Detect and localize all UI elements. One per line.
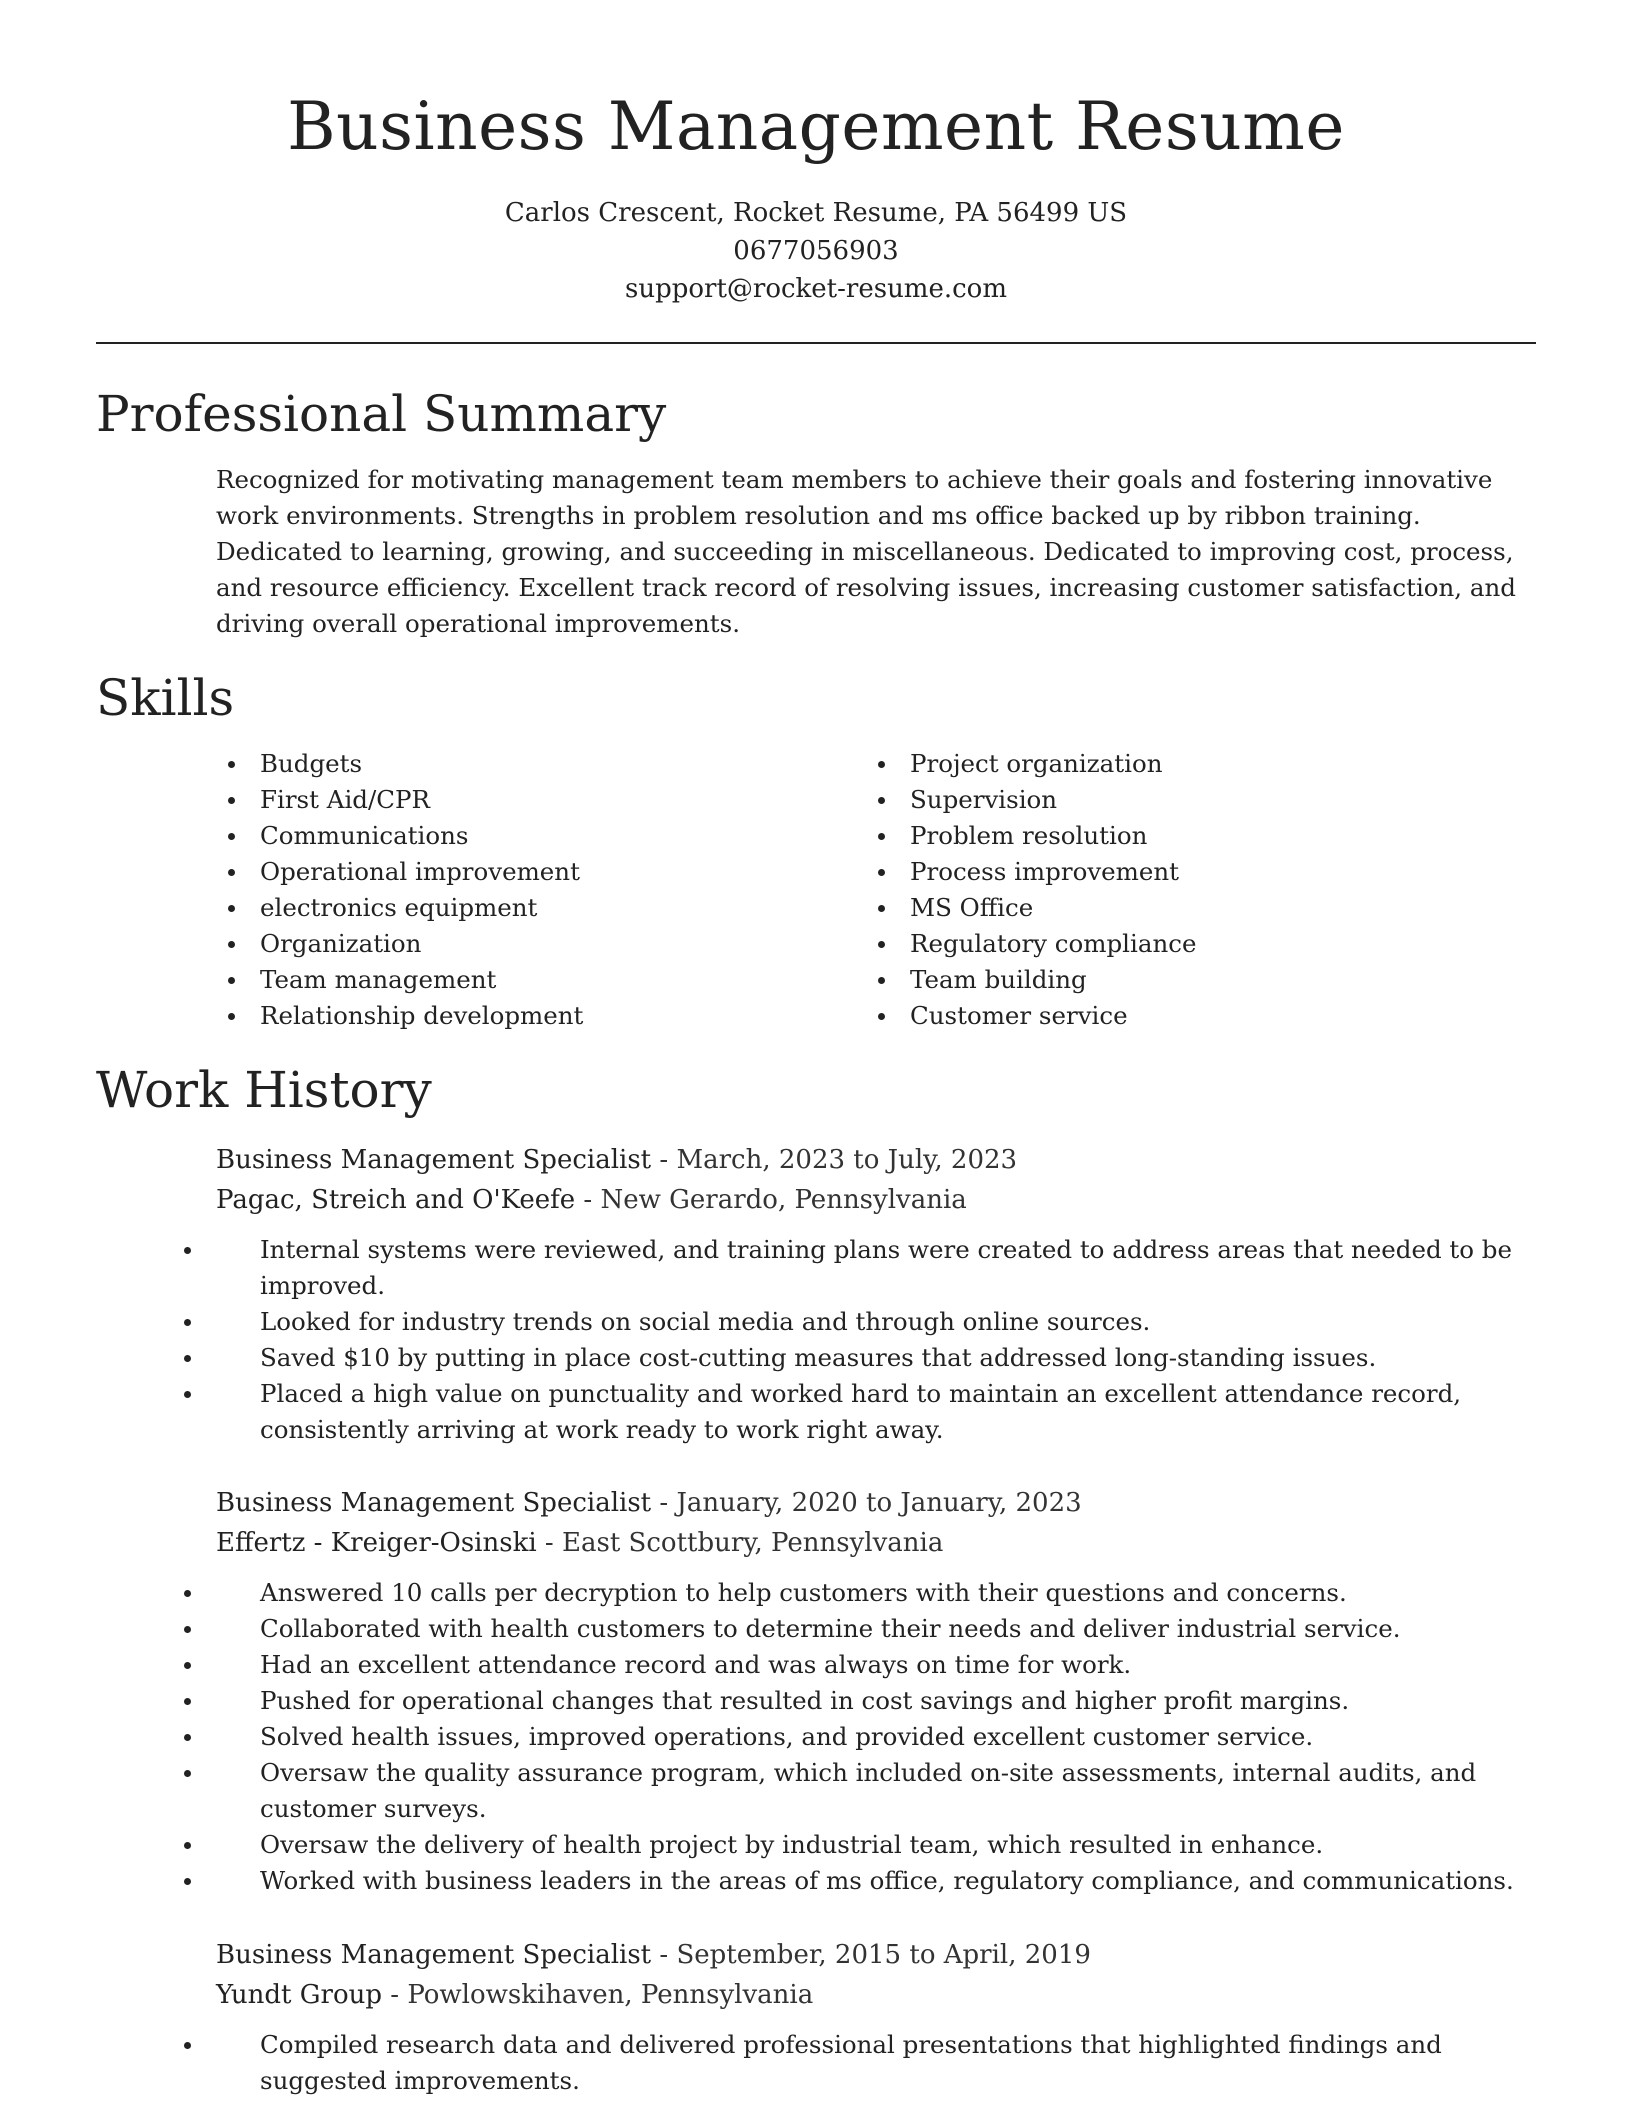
job-bullet: Oversaw the delivery of health project by industrial team, which resulted in enhance. (172, 1827, 1536, 1863)
job-bullet: Worked with business leaders in the areas of ms office, regulatory compliance, and communications. (172, 1863, 1536, 1899)
job-company-line (216, 1180, 1536, 1220)
job-company-line (216, 1523, 1536, 1563)
job-entry (216, 1935, 1536, 2099)
job-separator: - (651, 1488, 677, 1518)
job-bullet: Compiled research data and delivered professional presentations that highlighted findings and suggested improvements. (172, 2027, 1536, 2099)
job-title-line (216, 1140, 1536, 1180)
job-separator: - (382, 1980, 408, 2010)
job-separator: - (575, 1185, 601, 1215)
job-dates: March, 2023 to July, 2023 (676, 1145, 1018, 1175)
contact-block (0, 194, 1632, 308)
job-bullet: Oversaw the quality assurance program, which included on-site assessments, internal audits, and customer surveys. (172, 1755, 1536, 1827)
skill-item: Team building (866, 962, 1486, 998)
job-entry (216, 1483, 1536, 1899)
skills-heading: Skills (96, 669, 235, 727)
skills-list-right (866, 746, 1486, 1034)
job-location: New Gerardo, Pennsylvania (600, 1185, 967, 1215)
skill-item: Process improvement (866, 854, 1486, 890)
skill-item: Regulatory compliance (866, 926, 1486, 962)
job-location: East Scottbury, Pennsylvania (562, 1528, 944, 1558)
job-bullet-list (172, 1232, 1536, 1448)
job-bullet: Saved $10 by putting in place cost-cutting measures that addressed long-standing issues. (172, 1340, 1536, 1376)
skill-item: MS Office (866, 890, 1486, 926)
job-bullet: Placed a high value on punctuality and worked hard to maintain an excellent attendance record, consistently arriving at work ready to work right away. (172, 1376, 1536, 1448)
job-dates: January, 2020 to January, 2023 (676, 1488, 1082, 1518)
job-bullet-list (172, 2027, 1536, 2099)
job-title-line (216, 1483, 1536, 1523)
job-title: Business Management Specialist (216, 1145, 652, 1175)
job-separator: - (651, 1145, 677, 1175)
job-title-line (216, 1935, 1536, 1975)
skill-item: Project organization (866, 746, 1486, 782)
work-history-heading: Work History (96, 1061, 432, 1119)
job-bullet: Collaborated with health customers to determine their needs and deliver industrial service. (172, 1611, 1536, 1647)
skill-item: Problem resolution (866, 818, 1486, 854)
header-divider (96, 342, 1536, 344)
job-company: Yundt Group (216, 1980, 382, 2010)
skill-item: Budgets (216, 746, 836, 782)
resume-header (0, 0, 1632, 308)
skill-item: Supervision (866, 782, 1486, 818)
job-entry (216, 1140, 1536, 1448)
contact-email: support@rocket-resume.com (624, 274, 1007, 304)
skills-list-left (216, 746, 836, 1034)
job-bullet: Had an excellent attendance record and was always on time for work. (172, 1647, 1536, 1683)
job-bullet-list (172, 1575, 1536, 1899)
job-company: Effertz - Kreiger-Osinski (216, 1528, 537, 1558)
job-company: Pagac, Streich and O'Keefe (216, 1185, 576, 1215)
skill-item: Customer service (866, 998, 1486, 1034)
job-title: Business Management Specialist (216, 1488, 652, 1518)
job-separator: - (651, 1940, 677, 1970)
job-bullet: Looked for industry trends on social media and through online sources. (172, 1304, 1536, 1340)
job-location: Powlowskihaven, Pennsylvania (407, 1980, 814, 2010)
contact-address: Carlos Crescent, Rocket Resume, PA 56499 US (504, 198, 1128, 228)
job-bullet: Solved health issues, improved operations, and provided excellent customer service. (172, 1719, 1536, 1755)
skill-item: Communications (216, 818, 836, 854)
skill-item: Operational improvement (216, 854, 836, 890)
job-company-line (216, 1975, 1536, 2015)
job-bullet: Internal systems were reviewed, and training plans were created to address areas that needed to be improved. (172, 1232, 1536, 1304)
skill-item: Team management (216, 962, 836, 998)
job-separator: - (536, 1528, 562, 1558)
skill-item: Relationship development (216, 998, 836, 1034)
job-title: Business Management Specialist (216, 1940, 652, 1970)
contact-phone: 0677056903 (733, 236, 899, 266)
skill-item: First Aid/CPR (216, 782, 836, 818)
summary-text: Recognized for motivating management team members to achieve their goals and fostering innovative work environments. Strengths in problem resolution and ms office backed up by ribbon training. Dedicated to learning, growing, and succeeding in miscellaneous. Dedicated to improving cost, process, and resource efficiency. Excellent track record of resolving issues, increasing customer satisfaction, and driving overall operational improvements. (216, 465, 1516, 638)
skill-item: Organization (216, 926, 836, 962)
job-bullet: Pushed for operational changes that resulted in cost savings and higher profit margins. (172, 1683, 1536, 1719)
resume-title: Business Management Resume (287, 88, 1345, 165)
job-dates: September, 2015 to April, 2019 (676, 1940, 1091, 1970)
job-bullet: Answered 10 calls per decryption to help customers with their questions and concerns. (172, 1575, 1536, 1611)
summary-heading: Professional Summary (96, 385, 667, 443)
skill-item: electronics equipment (216, 890, 836, 926)
